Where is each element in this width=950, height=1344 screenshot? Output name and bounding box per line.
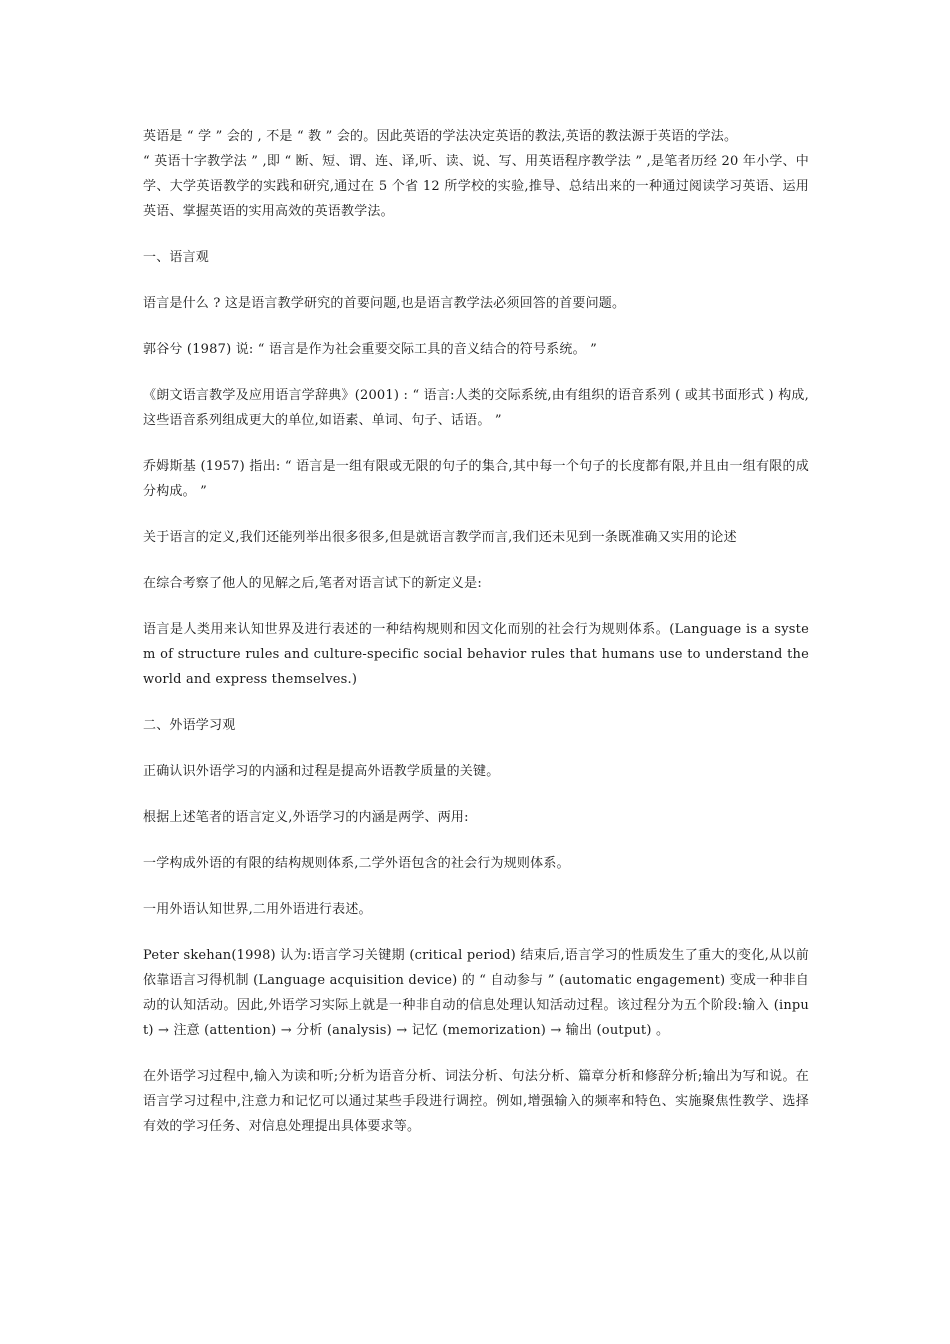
paragraph-intro: 英语是 “ 学 ” 会的 , 不是 “ 教 ” 会的。因此英语的学法决定英语的教法,英语的教法源于英语的学法。 [143,129,738,144]
paragraph-skehan: Peter skehan(1998) 认为:语言学习关键期 (critical period) 结束后,语言学习的性质发生了重大的变化,从以前依靠语言习得机制 (Language acquisition device) 的 “ 自动参与 ” (automatic engagement) 变成一种非自动的认知活动。因此,外语学习实际上就是一种非自动的信息处理认知活动过程。该过程分为五个阶段:输入 (input) → 注意 (attention) → 分析 (analysis) → 记忆 (memorization) → 输出 (output) 。 [143,948,809,1038]
paragraph-what-is-language: 语言是什么 ? 这是语言教学研究的首要问题,也是语言教学法必须回答的首要问题。 [143,296,626,311]
paragraph-two-learn-two-use: 根据上述笔者的语言定义,外语学习的内涵是两学、两用: [143,810,469,825]
paragraph-guo-quote: 郭谷兮 (1987) 说: “ 语言是作为社会重要交际工具的音义结合的符号系统。 ” [143,342,597,357]
document-body [143,124,809,1139]
paragraph-new-definition-intro: 在综合考察了他人的见解之后,笔者对语言试下的新定义是: [143,576,482,591]
paragraph-chomsky-quote: 乔姆斯基 (1957) 指出: “ 语言是一组有限或无限的句子的集合,其中每一个句子的长度都有限,并且由一组有限的成分构成。 ” [143,459,809,499]
paragraph-two-use: 一用外语认知世界,二用外语进行表述。 [143,902,372,917]
paragraph-definitions-note: 关于语言的定义,我们还能列举出很多很多,但是就语言教学而言,我们还未见到一条既准确又实用的论述 [143,530,737,545]
section-heading-foreign-language-learning: 二、外语学习观 [143,718,236,733]
paragraph-key-to-quality: 正确认识外语学习的内涵和过程是提高外语教学质量的关键。 [143,764,500,779]
paragraph-two-learn: 一学构成外语的有限的结构规则体系,二学外语包含的社会行为规则体系。 [143,856,570,871]
paragraph-new-definition: 语言是人类用来认知世界及进行表述的一种结构规则和因文化而别的社会行为规则体系。(Language is a system of structure rules and culture-specific social behavior rules that humans use to understand the world and express themselves.) [143,622,809,687]
section-heading-language-view: 一、语言观 [143,250,210,265]
paragraph-method-definition: “ 英语十字教学法 ” ,即 “ 断、短、谓、连、译,听、读、说、写、用英语程序教学法 ” ,是笔者历经 20 年小学、中学、大学英语教学的实践和研究,通过在 5 个省 12 所学校的实验,推导、总结出来的一种通过阅读学习英语、运用英语、掌握英语的实用高效的英语教学法。 [143,154,809,219]
paragraph-learning-process: 在外语学习过程中,输入为读和听;分析为语音分析、词法分析、句法分析、篇章分析和修辞分析;输出为写和说。在语言学习过程中,注意力和记忆可以通过某些手段进行调控。例如,增强输入的频率和特色、实施聚焦性教学、选择有效的学习任务、对信息处理提出具体要求等。 [143,1069,809,1134]
paragraph-longman-quote: 《朗文语言教学及应用语言学辞典》(2001) : “ 语言:人类的交际系统,由有组织的语音系列 ( 或其书面形式 ) 构成,这些语音系列组成更大的单位,如语素、单词、句子、话语。 ” [143,388,809,428]
